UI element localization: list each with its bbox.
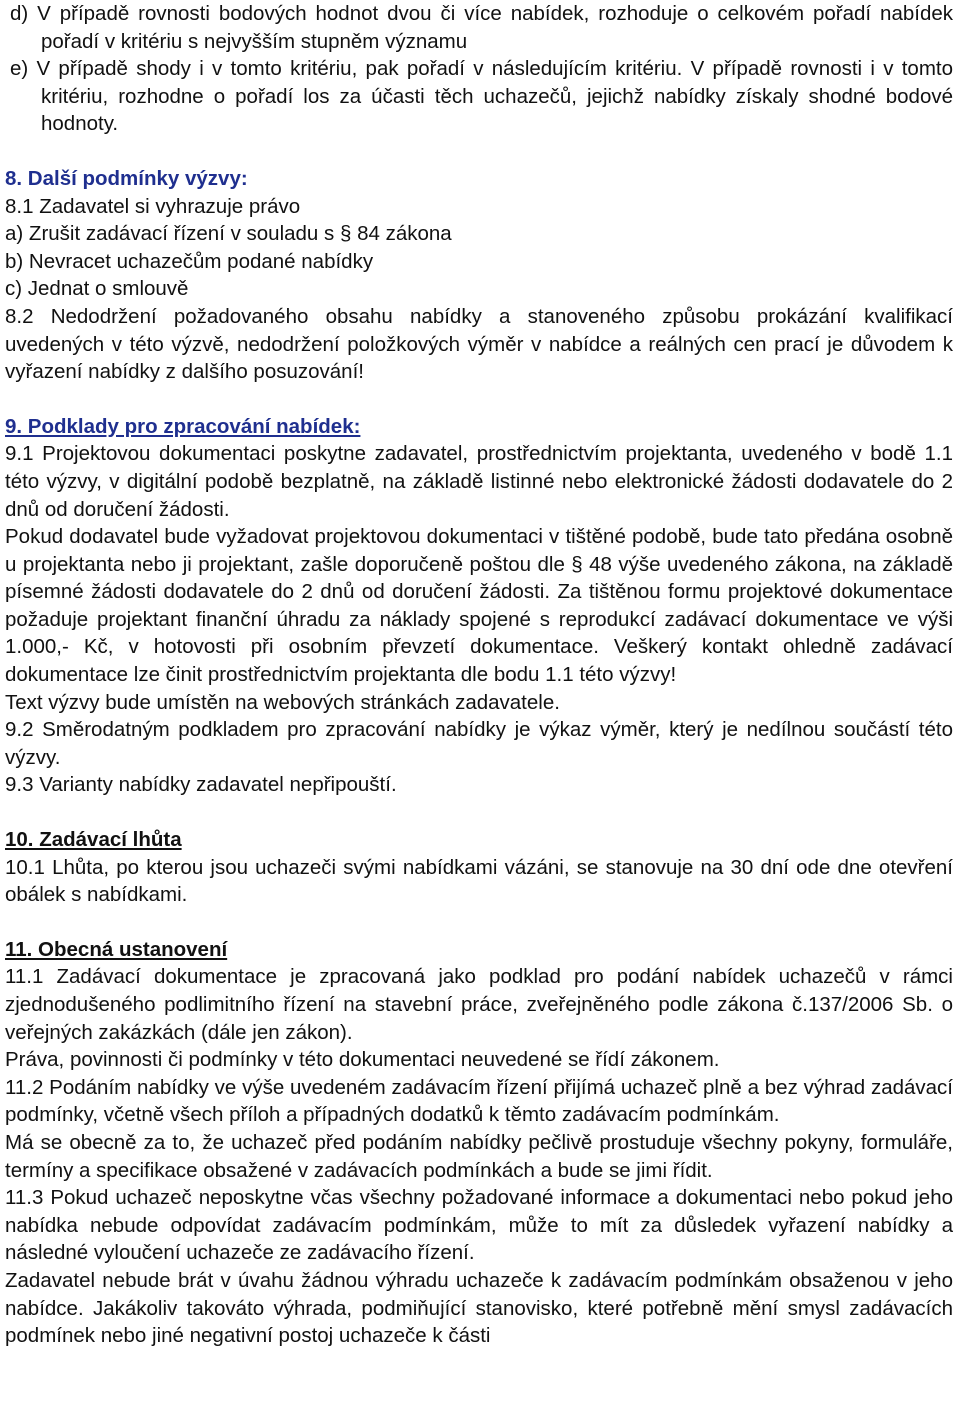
paragraph-8-2: 8.2 Nedodržení požadovaného obsahu nabídky a stanoveného způsobu prokázání kvalifikací uvedených v této výzvě, nedodržení položkových výměr v nabídce a reálných cen prací je důvodem k vyřazení nabídky z dalšího posuzování! <box>5 304 953 384</box>
paragraph-11-1-continued: Práva, povinnosti či podmínky v této dokumentaci neuvedené se řídí zákonem. <box>5 1048 720 1072</box>
section-10-heading: 10. Zadávací lhůta <box>5 828 182 852</box>
paragraph-9-2: 9.2 Směrodatným podkladem pro zpracování nabídky je výkaz výměr, který je nedílnou součástí této výzvy. <box>5 718 953 769</box>
spacer <box>5 909 953 936</box>
paragraph-11-2: 11.2 Podáním nabídky ve výše uvedeném zadávacím řízení přijímá uchazeč plně a bez výhrad zadávací podmínky, včetně všech příloh a případných dodatků k těmto zadávacím podmínkám. <box>5 1075 953 1127</box>
paragraph-11-3-continued: Zadavatel nebude brát v úvahu žádnou výhradu uchazeče k zadávacím podmínkám obsaženou v jeho nabídce. Jakákoliv takováto výhrada, podmiňující stanovisko, které potřebně mění smysl zadávacích podmínek nebo jiné negativní postoj uchazeče k části <box>5 1268 953 1348</box>
list-item-e: e) V případě shody i v tomto kritériu, pak pořadí v následujícím kritériu. V případě rovnosti i v tomto kritériu, rozhodne o pořadí los za účasti těch uchazečů, jejichž nabídky získaly shodné bodové hodnoty. <box>10 57 953 136</box>
paragraph-11-3: 11.3 Pokud uchazeč neposkytne včas všechny požadované informace a dokumentaci nebo pokud jeho nabídka nebude odpovídat zadávacím podmínkám, může to mít za důsledek vyřazení nabídky a následné vyloučení uchazeče ze zadávacího řízení. <box>5 1186 953 1265</box>
paragraph-9-3: 9.3 Varianty nabídky zadavatel nepřipouští. <box>5 773 397 797</box>
list-item-8a: a) Zrušit zadávací řízení v souladu s § 84 zákona <box>5 222 452 246</box>
paragraph-9-1: 9.1 Projektovou dokumentaci poskytne zadavatel, prostřednictvím projektanta, uvedeného v bodě 1.1 této výzvy, v digitální podobě bezplatně, na základě listinné nebo elektronické žádosti dodavatele do 2 dnů od doručení žádosti. <box>5 442 953 521</box>
section-11-heading: 11. Obecná ustanovení <box>5 937 228 961</box>
list-item-d: d) V případě rovnosti bodových hodnot dvou či více nabídek, rozhoduje o celkovém pořadí nabídek pořadí v kritériu s nejvyšším stupněm významu <box>10 2 953 53</box>
list-item-8b: b) Nevracet uchazečům podané nabídky <box>5 249 374 273</box>
list-item-8c: c) Jednat o smlouvě <box>5 277 189 301</box>
paragraph-11-2-continued: Má se obecně za to, že uchazeč před podáním nabídky pečlivě prostuduje všechny pokyny, formuláře, termíny a specifikace obsažené v zadávacích podmínkách a bude se jimi řídit. <box>5 1130 953 1182</box>
spacer <box>5 386 953 413</box>
section-8-heading: 8. Další podmínky výzvy: <box>5 166 248 190</box>
paragraph-8-1: 8.1 Zadavatel si vyhrazuje právo <box>5 194 301 218</box>
spacer <box>5 138 953 165</box>
paragraph-11-1: 11.1 Zadávací dokumentace je zpracovaná jako podklad pro podání nabídek uchazečů v rámci zjednodušeného podlimitního řízení na stavební práce, zveřejněného podle zákona č.137/2006 Sb. o veřejných zakázkách (dále jen zákon). <box>5 965 953 1044</box>
spacer <box>5 799 953 826</box>
paragraph-10-1: 10.1 Lhůta, po kterou jsou uchazeči svými nabídkami vázáni, se stanovuje na 30 dní ode dne otevření obálek s nabídkami. <box>5 855 953 907</box>
paragraph-9-1-web: Text výzvy bude umístěn na webových stránkách zadavatele. <box>5 690 560 714</box>
section-9-heading: 9. Podklady pro zpracování nabídek: <box>5 414 361 438</box>
paragraph-9-1-continued: Pokud dodavatel bude vyžadovat projektovou dokumentaci v tištěné podobě, bude tato předána osobně u projektanta nebo ji projektant, zašle doporučeně poštou dle § 48 výše uvedeného zákona, na základě písemné žádosti dodavatele do 2 dnů od doručení žádosti. Za tištěnou formu projektové dokumentace požaduje projektant finanční úhradu za náklady spojené s reprodukcí zadávací dokumentace ve výši 1.000,- Kč, v hotovosti při osobním převzetí dokumentace. Veškerý kontakt ohledně zadávací dokumentace lze činit prostřednictvím projektanta dle bodu 1.1 této výzvy! <box>5 525 953 687</box>
